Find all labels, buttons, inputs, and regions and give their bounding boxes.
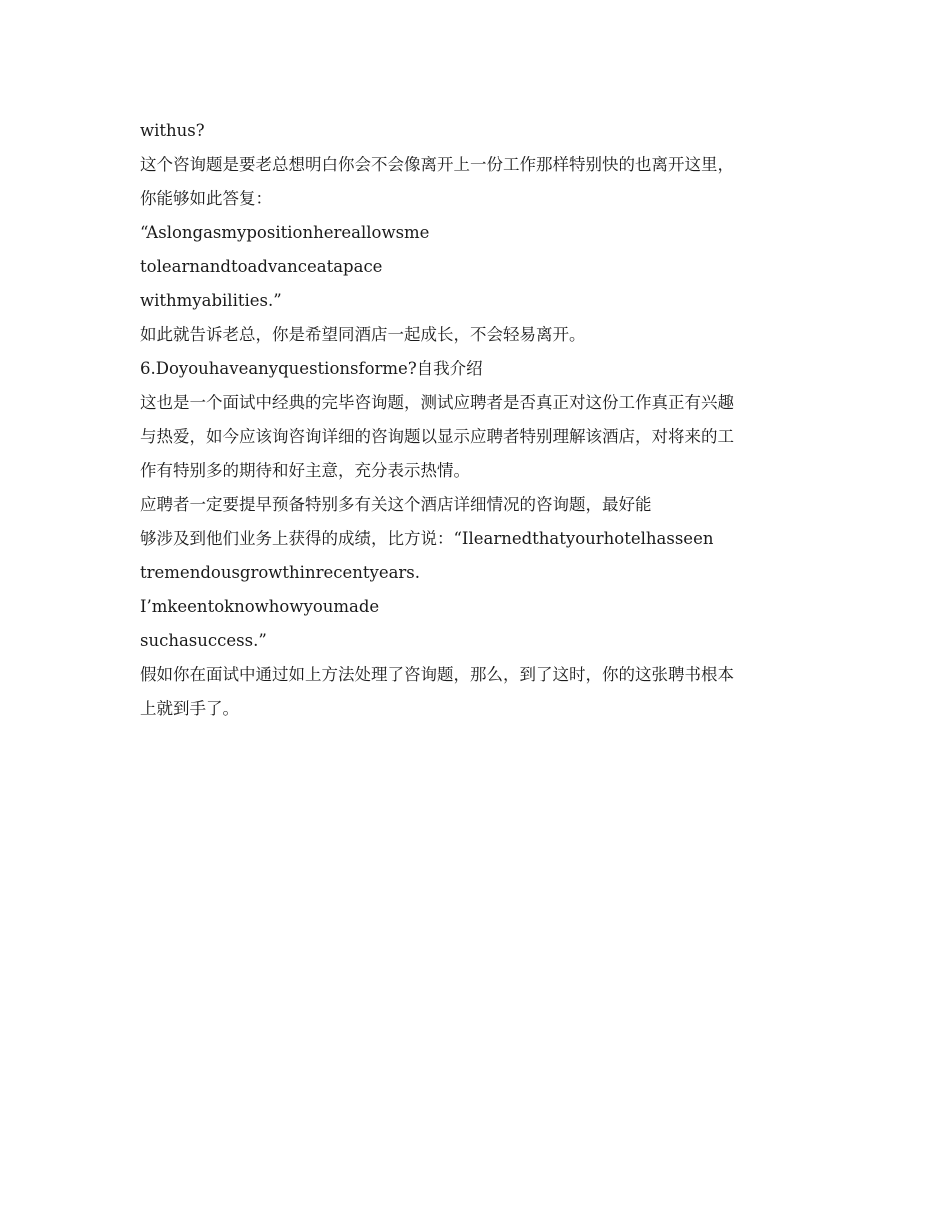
text-line: 如此就告诉老总，你是希望同酒店一起成长，不会轻易离开。 — [140, 325, 586, 344]
text-line: I’mkeentoknowhowyoumade — [140, 597, 380, 616]
text-line: tolearnandtoadvanceatapace — [140, 257, 383, 276]
text-line: 假如你在面试中通过如上方法处理了咨询题，那么，到了这时，你的这张聘书根本 — [140, 665, 734, 684]
text-line: 你能够如此答复： — [140, 189, 272, 208]
text-line: withmyabilities.” — [140, 291, 282, 310]
section-heading: 6.Doyouhaveanyquestionsforme?自我介绍 — [140, 359, 483, 378]
text-line: tremendousgrowthinrecentyears. — [140, 563, 421, 582]
document-body — [140, 114, 820, 726]
text-line: suchasuccess.” — [140, 631, 267, 650]
text-line: 这也是一个面试中经典的完毕咨询题，测试应聘者是否真正对这份工作真正有兴趣 — [140, 393, 734, 412]
text-line: 够涉及到他们业务上获得的成绩，比方说：“Ilearnedthatyourhotelhasseen — [140, 529, 714, 548]
text-line: 应聘者一定要提早预备特别多有关这个酒店详细情况的咨询题，最好能 — [140, 495, 652, 514]
text-line: 作有特别多的期待和好主意，充分表示热情。 — [140, 461, 470, 480]
text-line: 上就到手了。 — [140, 699, 239, 718]
text-line: 与热爱，如今应该询咨询详细的咨询题以显示应聘者特别理解该酒店，对将来的工 — [140, 427, 734, 446]
text-line: “Aslongasmypositionhereallowsme — [140, 223, 430, 242]
text-line: withus? — [140, 121, 205, 140]
text-line: 这个咨询题是要老总想明白你会不会像离开上一份工作那样特别快的也离开这里， — [140, 155, 734, 174]
